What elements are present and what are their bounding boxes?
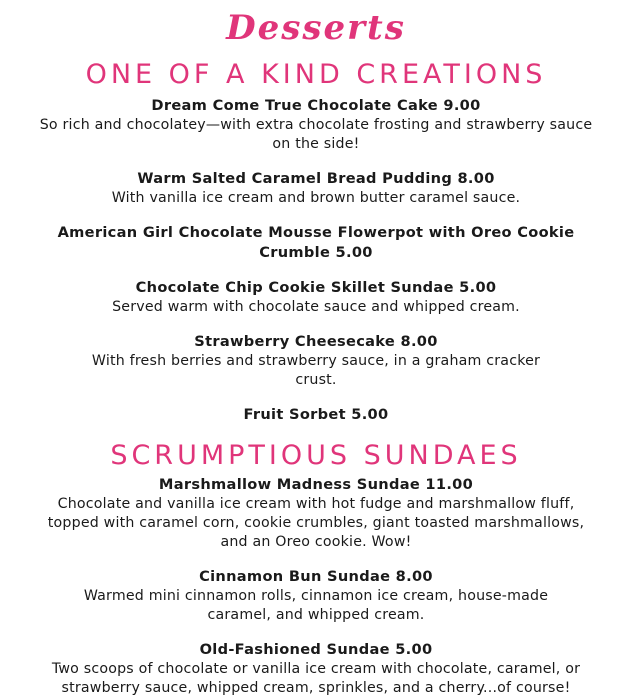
item-name: Fruit Sorbet 5.00 — [243, 406, 389, 423]
section-heading: SCRUMPTIOUS SUNDAES — [110, 440, 522, 471]
section-one-of-a-kind — [0, 58, 632, 425]
section-heading: ONE OF A KIND CREATIONS — [85, 59, 547, 90]
item-description: Chocolate and vanilla ice cream with hot fudge and marshmallow fluff, topped with caramel corn, cookie crumbles, giant toasted marshmallows, and an Oreo cookie. Wow! — [47, 496, 585, 550]
item-name: American Girl Chocolate Mousse Flowerpot with Oreo Cookie Crumble 5.00 — [57, 224, 575, 261]
menu-item — [0, 332, 632, 390]
item-description: With vanilla ice cream and brown butter caramel sauce. — [111, 190, 521, 206]
menu-item — [0, 223, 632, 263]
section-scrumptious-sundaes — [0, 439, 632, 698]
item-description: Served warm with chocolate sauce and whipped cream. — [112, 299, 520, 315]
item-name: Old-Fashioned Sundae 5.00 — [199, 641, 433, 658]
menu-item — [0, 278, 632, 317]
menu-item — [0, 96, 632, 154]
menu-item — [0, 640, 632, 698]
menu-title: Desserts — [226, 8, 406, 48]
item-description: Warmed mini cinnamon rolls, cinnamon ice cream, house-made caramel, and whipped cream. — [83, 588, 549, 623]
item-description: Two scoops of chocolate or vanilla ice cream with chocolate, caramel, or strawberry sauce, whipped cream, sprinkles, and a cherry...of course! — [51, 661, 581, 696]
item-description: So rich and chocolatey—with extra chocolate frosting and strawberry sauce on the side! — [39, 117, 593, 152]
item-name: Chocolate Chip Cookie Skillet Sundae 5.00 — [135, 279, 497, 296]
item-description: With fresh berries and strawberry sauce, in a graham cracker crust. — [91, 353, 541, 388]
item-name: Strawberry Cheesecake 8.00 — [194, 333, 438, 350]
item-name: Cinnamon Bun Sundae 8.00 — [199, 568, 433, 585]
menu-item — [0, 405, 632, 425]
menu-item — [0, 567, 632, 625]
item-name: Dream Come True Chocolate Cake 9.00 — [151, 97, 481, 114]
menu-item — [0, 169, 632, 208]
item-name: Warm Salted Caramel Bread Pudding 8.00 — [137, 170, 495, 187]
menu-item — [0, 475, 632, 552]
item-name: Marshmallow Madness Sundae 11.00 — [158, 476, 474, 493]
